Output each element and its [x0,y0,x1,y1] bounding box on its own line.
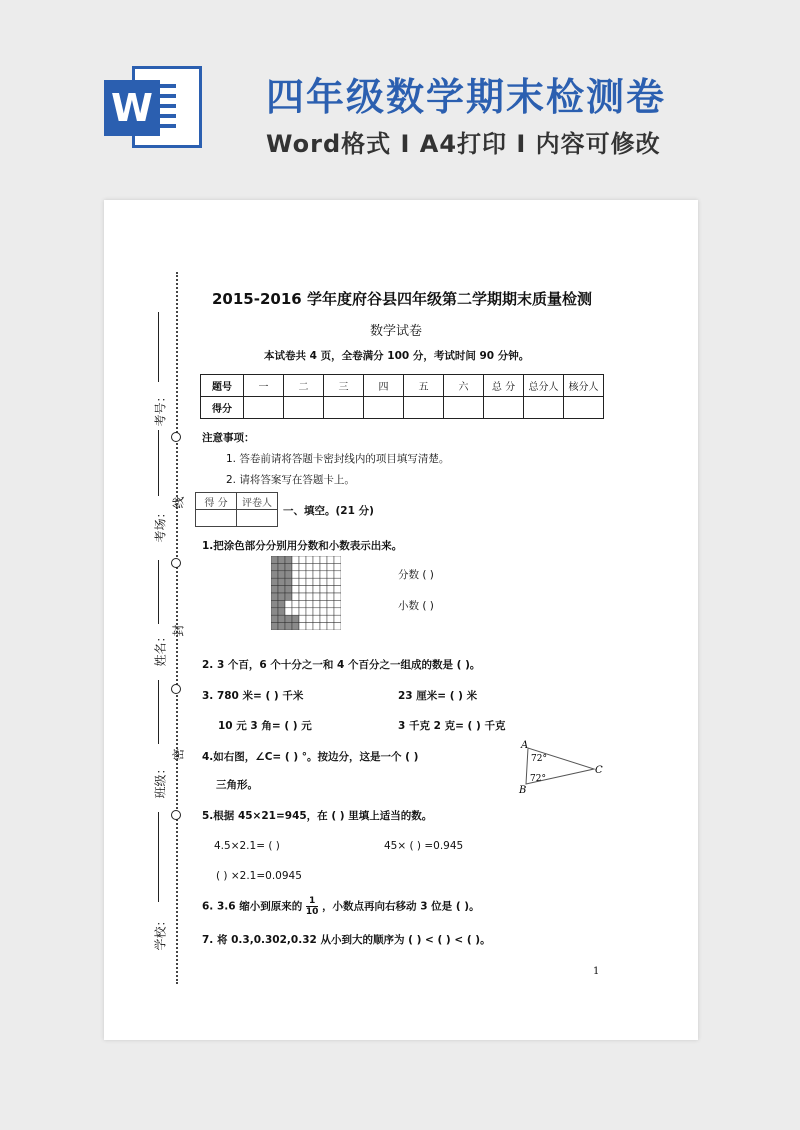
fraction [306,896,319,917]
section-title: 一、填空。(21 分) [283,505,374,517]
score-cell[interactable] [244,397,284,419]
grid-cell [299,586,306,593]
table-header-cell: 题号 [201,375,244,397]
grid-cell [306,593,313,600]
score-cell[interactable] [484,397,524,419]
table-row [196,510,278,527]
grid-cell [306,623,313,630]
question-4: 4.如右图，∠C= ( ) °。按边分，这是一个 ( ) [202,751,419,763]
score-cell[interactable] [524,397,564,419]
grid-cell [334,608,341,615]
grid-cell [327,556,334,563]
table-header-cell: 总分人 [524,375,564,397]
grid-cell [299,556,306,563]
grid-cell [320,586,327,593]
grid-cell [320,571,327,578]
binding-hole-icon [171,684,181,694]
grid-cell [292,608,299,615]
page-number: 1 [593,966,600,977]
grid-cell [334,615,341,622]
grid-cell-shaded [278,593,285,600]
sidebar-seal-char: 密 [171,748,186,761]
vertex-label-b: B [519,785,527,796]
grid-cell [320,600,327,607]
grid-cell [299,615,306,622]
grid-cell [292,556,299,563]
grid-cell-shaded [285,586,292,593]
table-header-cell: 总 分 [484,375,524,397]
notes-item: 1. 答卷前请将答题卡密封线内的项目填写清楚。 [226,453,450,465]
grid-cell-shaded [278,571,285,578]
grid-cell [313,600,320,607]
grid-cell [313,593,320,600]
fill-line [158,560,159,624]
score-cell[interactable] [564,397,604,419]
grid-cell-shaded [271,608,278,615]
grid-cell-shaded [292,615,299,622]
mini-header-cell: 评卷人 [237,493,278,510]
grid-cell [313,615,320,622]
grid-cell [334,600,341,607]
sidebar-label-school: 学校： [153,914,168,951]
binding-hole-icon [171,810,181,820]
grid-cell [306,578,313,585]
grid-cell [299,608,306,615]
exam-subject-title: 数学试卷 [370,324,423,339]
grid-cell-shaded [278,578,285,585]
grid-cell [292,593,299,600]
question-5a: 4.5×2.1= ( ) [214,840,280,852]
grid-cell [334,623,341,630]
fraction-numerator: 1 [306,896,319,907]
grid-cell-shaded [271,600,278,607]
word-logo-icon [104,62,204,154]
sidebar-seal-char: 封 [171,624,186,637]
question-4-cont: 三角形。 [216,779,258,791]
grid-cell [313,563,320,570]
grid-cell [299,623,306,630]
grid-cell-shaded [278,608,285,615]
grid-cell [327,578,334,585]
fill-line [158,430,159,496]
grid-cell [299,563,306,570]
vertex-label-c: C [595,765,603,776]
grid-cell-shaded [285,578,292,585]
exam-info-note: 本试卷共 4 页，全卷满分 100 分，考试时间 90 分钟。 [264,350,530,362]
grid-cell-shaded [271,593,278,600]
grid-cell-shaded [271,623,278,630]
grid-cell [306,556,313,563]
question-6 [202,896,480,917]
table-row [201,375,604,397]
grid-cell [320,556,327,563]
sidebar-label-exam-room: 考场： [153,506,168,543]
score-cell[interactable] [284,397,324,419]
grid-cell-shaded [285,593,292,600]
grid-cell [320,563,327,570]
exam-main-title: 2015-2016 学年度府谷县四年级第二学期期末质量检测 [212,290,592,308]
grid-cell-shaded [271,563,278,570]
angle-label-b: 72° [530,774,546,784]
grid-cell [313,578,320,585]
sidebar-label-class: 班级： [153,762,168,799]
grid-cell [313,571,320,578]
notes-item: 2. 请将答案写在答题卡上。 [226,474,355,486]
question-5b: 45× ( ) =0.945 [384,840,464,852]
grid-cell [327,615,334,622]
grid-cell [320,608,327,615]
grid-cell-shaded [278,623,285,630]
grid-cell-shaded [278,556,285,563]
score-cell[interactable] [404,397,444,419]
notes-heading: 注意事项： [202,432,255,444]
fill-line [158,312,159,382]
table-header-cell: 核分人 [564,375,604,397]
grid-cell [306,615,313,622]
table-header-cell: 三 [324,375,364,397]
question-2: 2. 3 个百，6 个十分之一和 4 个百分之一组成的数是 ( )。 [202,659,481,671]
binding-hole-icon [171,558,181,568]
grid-cell [327,608,334,615]
grid-cell [320,623,327,630]
q6-prefix: 6. 3.6 缩小到原来的 [202,900,303,913]
grid-cell [327,623,334,630]
table-header-cell: 二 [284,375,324,397]
grid-cell [313,608,320,615]
grid-cell-shaded [285,615,292,622]
question-5c: ( ) ×2.1=0.0945 [216,870,302,882]
grid-cell-shaded [278,563,285,570]
table-header-cell: 一 [244,375,284,397]
sidebar-seal-char: 线 [171,496,186,509]
question-3b: 23 厘米= ( ) 米 [398,690,478,702]
fill-line [158,812,159,902]
grid-cell [313,556,320,563]
score-cell[interactable] [364,397,404,419]
q1-decimal-blank[interactable]: 小数 ( ) [398,600,434,612]
score-cell[interactable] [196,510,237,527]
grid-cell [334,563,341,570]
grid-cell-shaded [271,556,278,563]
grid-cell-shaded [278,600,285,607]
binding-hole-icon [171,432,181,442]
grid-cell-shaded [271,615,278,622]
banner-title: 四年级数学期末检测卷 [266,75,667,119]
grid-cell [306,608,313,615]
mini-header-cell: 得 分 [196,493,237,510]
question-3c: 10 元 3 角= ( ) 元 [218,720,312,732]
table-row-label: 得分 [201,397,244,419]
grid-cell [299,571,306,578]
grid-cell [299,593,306,600]
grid-cell-shaded [285,563,292,570]
grid-cell [292,571,299,578]
grid-cell [313,586,320,593]
triangle-figure [516,738,606,796]
question-3a: 3. 780 米= ( ) 千米 [202,690,304,702]
table-header-cell: 六 [444,375,484,397]
grid-cell [327,563,334,570]
grid-cell-shaded [285,571,292,578]
table-row [196,493,278,510]
grid-cell [313,623,320,630]
fill-line [158,680,159,744]
score-cell[interactable] [324,397,364,419]
score-cell[interactable] [444,397,484,419]
grid-cell-shaded [271,586,278,593]
fraction-denominator: 10 [305,907,319,917]
grid-cell-shaded [271,578,278,585]
grid-cell [292,563,299,570]
grid-cell [327,593,334,600]
score-table [200,374,604,419]
grid-cell-shaded [285,556,292,563]
question-3d: 3 千克 2 克= ( ) 千克 [398,720,506,732]
grid-cell [292,578,299,585]
sidebar-label-exam-no: 考号： [153,390,168,427]
grid-cell-shaded [292,623,299,630]
banner-subtitle: Word格式 I A4打印 I 内容可修改 [266,130,661,158]
grid-cell [306,586,313,593]
question-1: 1.把涂色部分分别用分数和小数表示出来。 [202,540,403,552]
grid-cell [327,586,334,593]
grid-cell [334,571,341,578]
grid-cell-shaded [271,571,278,578]
table-header-cell: 四 [364,375,404,397]
question-5: 5.根据 45×21=945，在 ( ) 里填上适当的数。 [202,810,433,822]
grid-cell-shaded [278,586,285,593]
score-cell[interactable] [237,510,278,527]
table-row [201,397,604,419]
grid-cell [334,578,341,585]
grid-cell [292,586,299,593]
grid-cell [299,578,306,585]
grid-cell [299,600,306,607]
grid-cell [327,571,334,578]
grid-cell [320,615,327,622]
word-badge: W [104,80,160,136]
grid-cell [306,600,313,607]
grid-cell [320,578,327,585]
grid-cell [292,600,299,607]
sidebar-label-name: 姓名： [153,630,168,667]
grid-cell [320,593,327,600]
section-score-box [195,492,278,527]
q1-fraction-blank[interactable]: 分数 ( ) [398,569,434,581]
grid-cell [334,586,341,593]
grid-cell [306,571,313,578]
grid-cell-shaded [285,623,292,630]
table-header-cell: 五 [404,375,444,397]
grid-cell [306,563,313,570]
vertex-label-a: A [521,740,529,751]
grid-cell-shaded [278,615,285,622]
grid-cell [334,556,341,563]
question-7: 7. 将 0.3,0.302,0.32 从小到大的顺序为 ( ) < ( ) < ( )。 [202,934,491,946]
grid-cell [334,593,341,600]
q6-suffix: ，小数点再向右移动 3 位是 ( )。 [322,900,480,913]
angle-label-a: 72° [531,754,547,764]
grid-cell [285,600,292,607]
shaded-grid-figure [271,556,341,630]
grid-cell [285,608,292,615]
grid-cell [327,600,334,607]
